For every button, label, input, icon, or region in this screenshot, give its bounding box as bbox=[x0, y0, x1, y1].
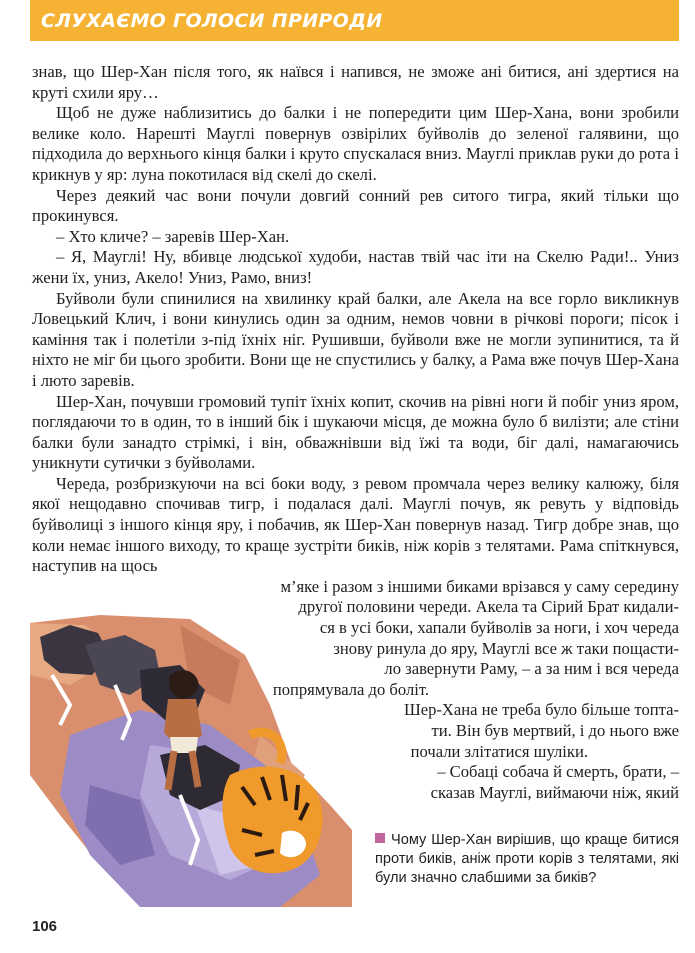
wrap-line: ти. Він був мертвий, і до нього вже bbox=[431, 721, 679, 740]
paragraph: Буйволи були спинилися на хвилинку край балки, але Акела на все горло викликнув Ловецький Клич, і вони кинулись один за одним, немов човни в річкові пороги; пісок і каміння так і полетіли з-під їхніх ніг. Рушивши, буйволи вже не могли зупинитися, та й ніхто не міг би цього зробити. Вони ще не спустились у балку, а Рама вже почув Шер-Хана і люто заревів. bbox=[32, 288, 679, 390]
chapter-header-bar bbox=[30, 0, 679, 41]
wrap-line: – Собаці собача й смерть, брати, – bbox=[437, 762, 679, 782]
paragraph: Через деякий час вони почули довгий сонний рев ситого тигра, який тільки що прокинувся. bbox=[32, 185, 679, 226]
wrap-line: почали злітатися шуліки. bbox=[410, 741, 588, 761]
wrap-line: ло завернути Раму, – а за ним і вся череда bbox=[384, 659, 679, 679]
question-text: Чому Шер-Хан вирішив, що краще битися проти биків, аніж проти корів з телятами, які були значно слабшими за биків? bbox=[375, 832, 679, 886]
paragraph: Шер-Хан, почувши громовий тупіт їхніх копит, скочив на рівні ноги й побіг униз яром, поглядаючи то в один, то в інший бік і шукаючи місця, де можна було б вилізти; але стіни балки були занадто стрімкі, і він, обважнівши від їжі та води, біг далі, намагаючись уникнути сутички з буйволами. bbox=[32, 391, 679, 473]
paragraph: Череда, розбризкуючи на всі боки воду, з ревом промчала через велику калюжу, біля якої нещодавно спочивав тигр, і подалася далі. Мауглі почув, як ревуть у відповідь буйволиці з іншого кінця яру, і побачив, як Шер-Хан повернув назад. Тигр добре знав, що коли немає іншого виходу, то краще зустріти биків, ніж корів з телятами. Рама спіткнувся, наступив на щось bbox=[32, 473, 679, 576]
wrap-line: другої половини череди. Акела та Сірий Брат кидали- bbox=[298, 597, 679, 617]
wrap-line: Шер-Хана не треба було більше топта- bbox=[404, 700, 679, 720]
paragraph: знав, що Шер-Хан після того, як наївся і напився, не зможе ані битися, ані здертися на круті схили яру… bbox=[32, 62, 679, 102]
wrap-line: ся в усі боки, хапали буйволів за ноги, і хоч череда bbox=[319, 618, 679, 638]
wrap-line: попрямувала до боліт. bbox=[272, 679, 429, 699]
paragraph: Щоб не дуже наблизитись до балки і не попередити цим Шер-Хана, вони зробили велике коло. Нарешті Мауглі повернув озвірілих буйволів до зеленої галявини, що підходила до верхнього кінця балки і круто спускалася вниз. Мауглі приклав руки до рота і крикнув у яр: луна покотилася від скелі до скелі. bbox=[32, 103, 679, 184]
wrap-line: сказав Мауглі, виймаючи ніж, який bbox=[430, 782, 679, 802]
chapter-title: СЛУХАЄМО ГОЛОСИ ПРИРОДИ bbox=[41, 9, 383, 32]
question-box bbox=[375, 831, 679, 888]
question-marker-icon bbox=[375, 833, 385, 843]
wrap-line: знову ринула до яру, Мауглі все ж таки пощасти- bbox=[333, 638, 679, 658]
dialog-line: – Хто кличе? – заревів Шер-Хан. bbox=[56, 226, 290, 246]
wrap-line: м’яке і разом з іншими биками врізався у саму середину bbox=[280, 576, 679, 596]
dialog-line: – Я, Мауглі! Ну, вбивце людської худоби, настав твій час іти на Скелю Ради!.. Униз жени їх, униз, Акело! Униз, Рамо, вниз! bbox=[32, 247, 679, 287]
stampede-illustration bbox=[30, 615, 352, 907]
page-number: 106 bbox=[32, 918, 58, 935]
